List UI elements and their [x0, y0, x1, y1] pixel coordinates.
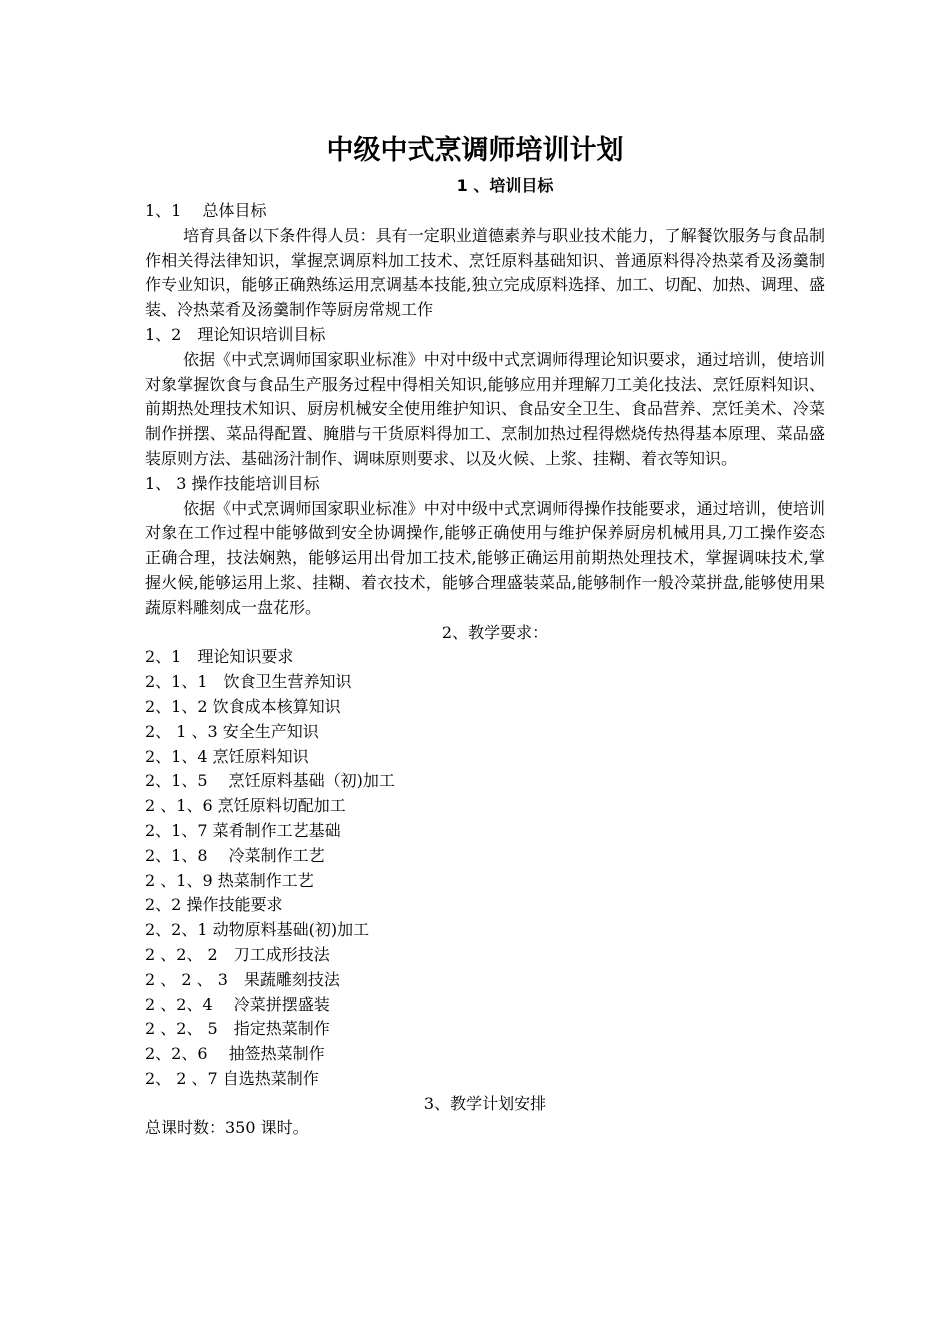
list-item: 2、2、6 抽签热菜制作 [145, 1044, 325, 1064]
list-item: 2 、 2 、 3 果蔬雕刻技法 [145, 969, 340, 989]
section-2-heading: 2、教学要求： [441, 622, 549, 642]
list-item: 2 、2、 5 指定热菜制作 [145, 1019, 330, 1039]
list-item: 2、 1 、3 安全生产知识 [145, 721, 319, 741]
subsection-1-3-heading: 1、 3 操作技能培训目标 [145, 473, 320, 493]
subsection-1-1-heading: 1、1 总体目标 [145, 201, 267, 220]
document-body [145, 199, 825, 1141]
list-item: 2、2、1 动物原料基础(初)加工 [145, 920, 370, 940]
list-item: 2、1、8 冷菜制作工艺 [145, 845, 325, 865]
list-item: 2、1、1 饮食卫生营养知识 [145, 672, 352, 692]
list-item: 2、1、7 菜肴制作工艺基础 [145, 820, 341, 840]
subsection-1-1-text: 培育具备以下条件得人员：具有一定职业道德素养与职业技术能力，了解餐饮服务与食品制作相关得法律知识，掌握烹调原料加工技术、烹饪原料基础知识、普通原料得冷热菜肴及汤羹制作专业知识，能够正确熟练运用烹调基本技能,独立完成原料选择、加工、切配、加热、调理、盛装、冷热菜肴及汤羹制作等厨房常规工作 [145, 225, 825, 320]
total-hours: 总课时数：350 课时。 [145, 1118, 309, 1138]
subsection-1-2-heading: 1、2 理论知识培训目标 [145, 324, 326, 344]
list-item: 2、1、2 饮食成本核算知识 [145, 696, 341, 716]
list-item: 2、1 理论知识要求 [145, 647, 294, 667]
subsection-1-2-text: 依据《中式烹调师国家职业标准》中对中级中式烹调师得理论知识要求，通过培训，使培训对象掌握饮食与食品生产服务过程中得相关知识,能够应用并理解刀工美化技法、烹饪原料知识、前期热处理技术知识、厨房机械安全使用维护知识、食品安全卫生、食品营养、烹饪美术、冷菜制作拼摆、菜品得配置、腌腊与干货原料得加工、烹制加热过程得燃烧传热得基本原理、菜品盛装原则方法、基础汤汁制作、调味原则要求、以及火候、上浆、挂糊、着衣等知识。 [145, 349, 825, 468]
list-item: 2 、1、6 烹饪原料切配加工 [145, 796, 346, 816]
section-1-heading: 1 、培训目标 [456, 176, 554, 195]
list-item: 2、1、5 烹饪原料基础（初)加工 [145, 771, 395, 791]
list-item: 2 、2、 2 刀工成形技法 [145, 944, 330, 964]
list-item: 2、1、4 烹饪原料知识 [145, 746, 309, 766]
list-item: 2、2 操作技能要求 [145, 895, 283, 915]
list-item: 2、 2 、7 自选热菜制作 [145, 1068, 319, 1088]
document-title: 中级中式烹调师培训计划 [326, 135, 624, 166]
subsection-1-3-text: 依据《中式烹调师国家职业标准》中对中级中式烹调师得操作技能要求，通过培训，使培训对象在工作过程中能够做到安全协调操作,能够正确使用与维护保养厨房机械用具,刀工操作姿态正确合理，技法娴熟，能够运用出骨加工技术,能够正确运用前期热处理技术，掌握调味技术,掌握火候,能够运用上浆、挂糊、着衣技术，能够合理盛装菜品,能够制作一般冷菜拼盘,能够使用果蔬原料雕刻成一盘花形。 [145, 498, 825, 617]
section-3-heading: 3、教学计划安排 [423, 1093, 547, 1113]
list-item: 2 、2、4 冷菜拼摆盛装 [145, 994, 330, 1014]
list-item: 2 、1、9 热菜制作工艺 [145, 870, 314, 890]
